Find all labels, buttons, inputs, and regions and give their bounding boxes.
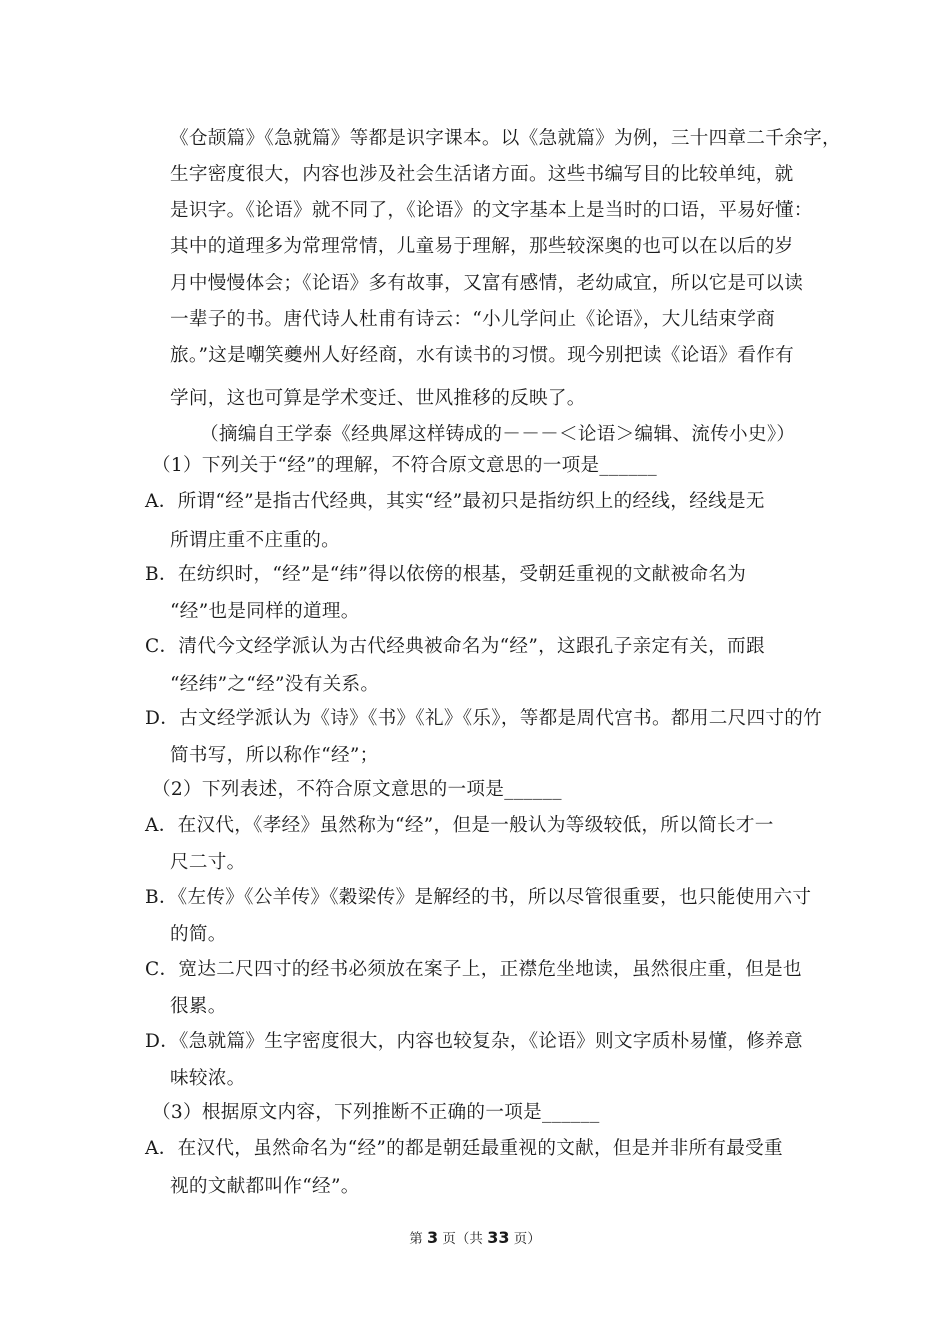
passage-line: 月中慢慢体会；《论语》多有故事，又富有感情，老幼咸宜，所以它是可以读 bbox=[170, 273, 804, 294]
q1-option-b-cont: “经”也是同样的道理。 bbox=[170, 601, 360, 622]
passage-line: 其中的道理多为常理常情，儿童易于理解，那些较深奥的也可以在以后的岁 bbox=[170, 236, 794, 257]
q2-option-c-cont: 很累。 bbox=[170, 996, 227, 1017]
q3-option-a: A．在汉代，虽然命名为“经”的都是朝廷最重视的文献，但是并非所有最受重 bbox=[145, 1138, 783, 1159]
question-2-stem: （2）下列表述，不符合原文意思的一项是______ bbox=[152, 779, 562, 800]
q3-option-a-cont: 视的文献都叫作“经”。 bbox=[170, 1176, 360, 1197]
passage-line: 旅。”这是嘲笑夔州人好经商，水有读书的习惯。现今别把读《论语》看作有 bbox=[170, 345, 795, 366]
page-footer bbox=[0, 1228, 950, 1249]
q1-option-c: C．清代今文经学派认为古代经典被命名为“经”，这跟孔子亲定有关，而跟 bbox=[145, 636, 765, 657]
q2-option-d-cont: 味较浓。 bbox=[170, 1068, 246, 1089]
footer-prefix: 第 bbox=[409, 1231, 427, 1247]
passage-line: 一辈子的书。唐代诗人杜甫有诗云：“小儿学问止《论语》，大儿结束学商 bbox=[170, 309, 776, 330]
q2-option-b: B．《左传》《公羊传》《穀梁传》是解经的书，所以尽管很重要，也只能使用六寸 bbox=[145, 887, 812, 908]
footer-page-number: 3 bbox=[427, 1228, 439, 1247]
q2-option-a: A．在汉代，《孝经》虽然称为“经”，但是一般认为等级较低，所以简长才一 bbox=[145, 815, 774, 836]
footer-middle: 页（共 bbox=[438, 1231, 488, 1247]
passage-line: 学问，这也可算是学术变迁、世风推移的反映了。 bbox=[170, 388, 586, 409]
footer-total-pages: 33 bbox=[487, 1228, 510, 1247]
q1-option-b: B．在纺织时，“经”是“纬”得以依傍的根基，受朝廷重视的文献被命名为 bbox=[145, 564, 747, 585]
q2-option-a-cont: 尺二寸。 bbox=[170, 852, 246, 873]
passage-line: 生字密度很大，内容也涉及社会生活诸方面。这些书编写目的比较单纯，就 bbox=[170, 164, 794, 185]
question-3-stem: （3）根据原文内容，下列推断不正确的一项是______ bbox=[152, 1102, 600, 1123]
q2-option-c: C．宽达二尺四寸的经书必须放在案子上，正襟危坐地读，虽然很庄重，但是也 bbox=[145, 959, 802, 980]
q2-option-d: D．《急就篇》生字密度很大，内容也较复杂，《论语》则文字质朴易懂，修养意 bbox=[145, 1031, 803, 1052]
footer-suffix: 页） bbox=[509, 1231, 541, 1247]
q1-option-d-cont: 简书写，所以称作“经”； bbox=[170, 745, 379, 766]
passage-line: 是识字。《论语》就不同了，《论语》的文字基本上是当时的口语，平易好懂： bbox=[170, 200, 813, 221]
passage-line: 《仓颉篇》《急就篇》等都是识字课本。以《急就篇》为例，三十四章二千余字， bbox=[170, 128, 841, 149]
question-1-stem: （1）下列关于“经”的理解，不符合原文意思的一项是______ bbox=[152, 455, 657, 476]
q1-option-a-cont: 所谓庄重不庄重的。 bbox=[170, 530, 341, 551]
q1-option-c-cont: “经纬”之“经”没有关系。 bbox=[170, 674, 380, 695]
q1-option-d: D．古文经学派认为《诗》《书》《礼》《乐》，等都是周代宫书。都用二尺四寸的竹 bbox=[145, 708, 823, 729]
q2-option-b-cont: 的简。 bbox=[170, 924, 227, 945]
q1-option-a: A．所谓“经”是指古代经典，其实“经”最初只是指纺织上的经线，经线是无 bbox=[145, 491, 765, 512]
passage-source: （摘编自王学泰《经典犀这样铸成的－－－＜论语＞编辑、流传小史》） bbox=[200, 424, 796, 445]
